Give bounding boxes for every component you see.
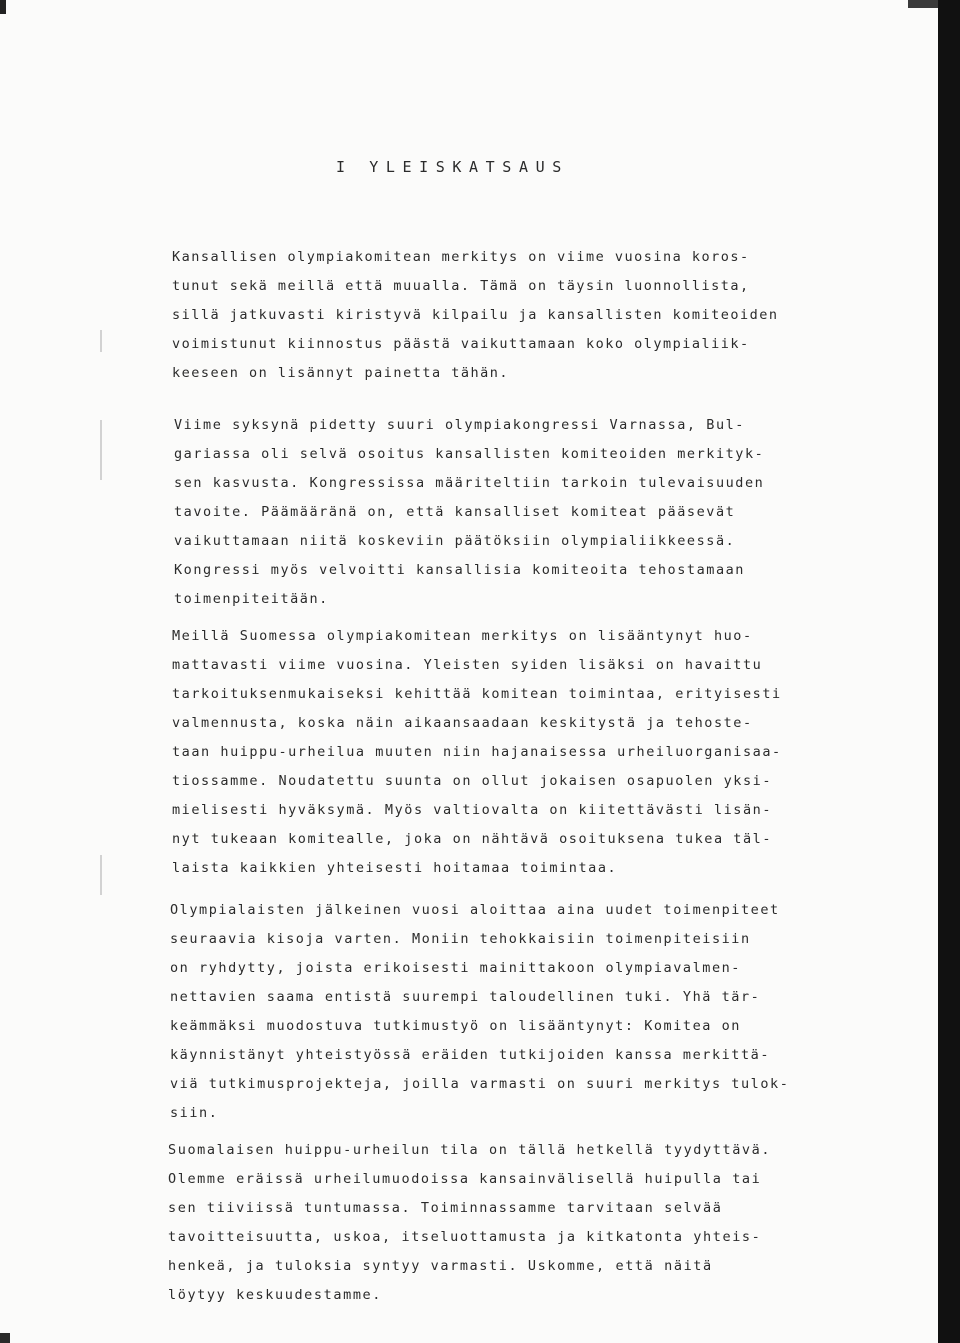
text-line: nyt tukeaan komitealle, joka on nähtävä osoituksena tukea täl- [172, 831, 773, 847]
text-line: sillä jatkuvasti kiristyvä kilpailu ja kansallisten komiteoiden [172, 307, 779, 323]
text-line: siin. [170, 1105, 219, 1121]
scan-edge-right [938, 0, 960, 1343]
paragraph-1 [172, 243, 892, 388]
text-line: nettavien saama entistä suurempi taloudellinen tuki. Yhä tär- [170, 989, 761, 1005]
paragraph-2 [174, 411, 894, 614]
text-line: viä tutkimusprojekteja, joilla varmasti on suuri merkitys tulok- [170, 1076, 790, 1092]
text-line: Viime syksynä pidetty suuri olympiakongressi Varnassa, Bul- [174, 417, 745, 433]
text-line: tavoitteisuutta, uskoa, itseluottamusta ja kitkatonta yhteis- [168, 1229, 762, 1245]
text-line: Olemme eräissä urheilumuodoissa kansainvälisellä huipulla tai [168, 1171, 762, 1187]
text-line: taan huippu-urheilua muuten niin hajanaisessa urheiluorganisaa- [172, 744, 782, 760]
paragraph-5 [168, 1136, 888, 1310]
text-line: tarkoituksenmukaiseksi kehittää komitean toimintaa, erityisesti [172, 686, 782, 702]
text-line: Meillä Suomessa olympiakomitean merkitys on lisääntynyt huo- [172, 628, 753, 644]
text-line: Olympialaisten jälkeinen vuosi aloittaa aina uudet toimenpiteet [170, 902, 780, 918]
text-line: voimistunut kiinnostus päästä vaikuttamaan koko olympialiik- [172, 336, 750, 352]
text-line: tiossamme. Noudatettu suunta on ollut jokaisen osapuolen yksi- [172, 773, 773, 789]
paragraph-3 [172, 622, 892, 883]
text-line: löytyy keskuudestamme. [168, 1287, 383, 1303]
text-line: valmennusta, koska näin aikaansaadaan keskitystä ja tehoste- [172, 715, 753, 731]
text-line: tavoite. Päämääränä on, että kansalliset komiteat pääsevät [174, 504, 736, 520]
section-heading: I YLEISKATSAUS [336, 158, 569, 176]
text-line: Kansallisen olympiakomitean merkitys on viime vuosina koros- [172, 249, 750, 265]
text-line: gariassa oli selvä osoitus kansallisten komiteoiden merkityk- [174, 446, 765, 462]
text-line: keeseen on lisännyt painetta tähän. [172, 365, 509, 381]
text-line: Suomalaisen huippu-urheilun tila on tällä hetkellä tyydyttävä. [168, 1142, 772, 1158]
text-line: sen kasvusta. Kongressissa määriteltiin tarkoin tulevaisuuden [174, 475, 765, 491]
text-line: toimenpiteitään. [174, 591, 329, 607]
text-line: mattavasti viime vuosina. Yleisten syiden lisäksi on havaittu [172, 657, 763, 673]
text-line: henkeä, ja tuloksia syntyy varmasti. Uskomme, että näitä [168, 1258, 713, 1274]
text-line: keämmäksi muodostuva tutkimustyö on lisääntynyt: Komitea on [170, 1018, 741, 1034]
paragraph-4 [170, 896, 890, 1128]
text-line: laista kaikkien yhteisesti hoitamaa toimintaa. [172, 860, 618, 876]
text-line: tunut sekä meillä että muualla. Tämä on täysin luonnollista, [172, 278, 750, 294]
text-line: on ryhdytty, joista erikoisesti mainittakoon olympiavalmen- [170, 960, 741, 976]
text-line: mielisesti hyväksymä. Myös valtiovalta on kiitettävästi lisän- [172, 802, 773, 818]
text-line: seuraavia kisoja varten. Moniin tehokkaisiin toimenpiteisiin [170, 931, 751, 947]
text-line: sen tiiviissä tuntumassa. Toiminnassamme tarvitaan selvää [168, 1200, 723, 1216]
text-line: käynnistänyt yhteistyössä eräiden tutkijoiden kanssa merkittä- [170, 1047, 771, 1063]
text-line: Kongressi myös velvoitti kansallisia komiteoita tehostamaan [174, 562, 745, 578]
text-line: vaikuttamaan niitä koskeviin päätöksiin olympialiikkeessä. [174, 533, 736, 549]
